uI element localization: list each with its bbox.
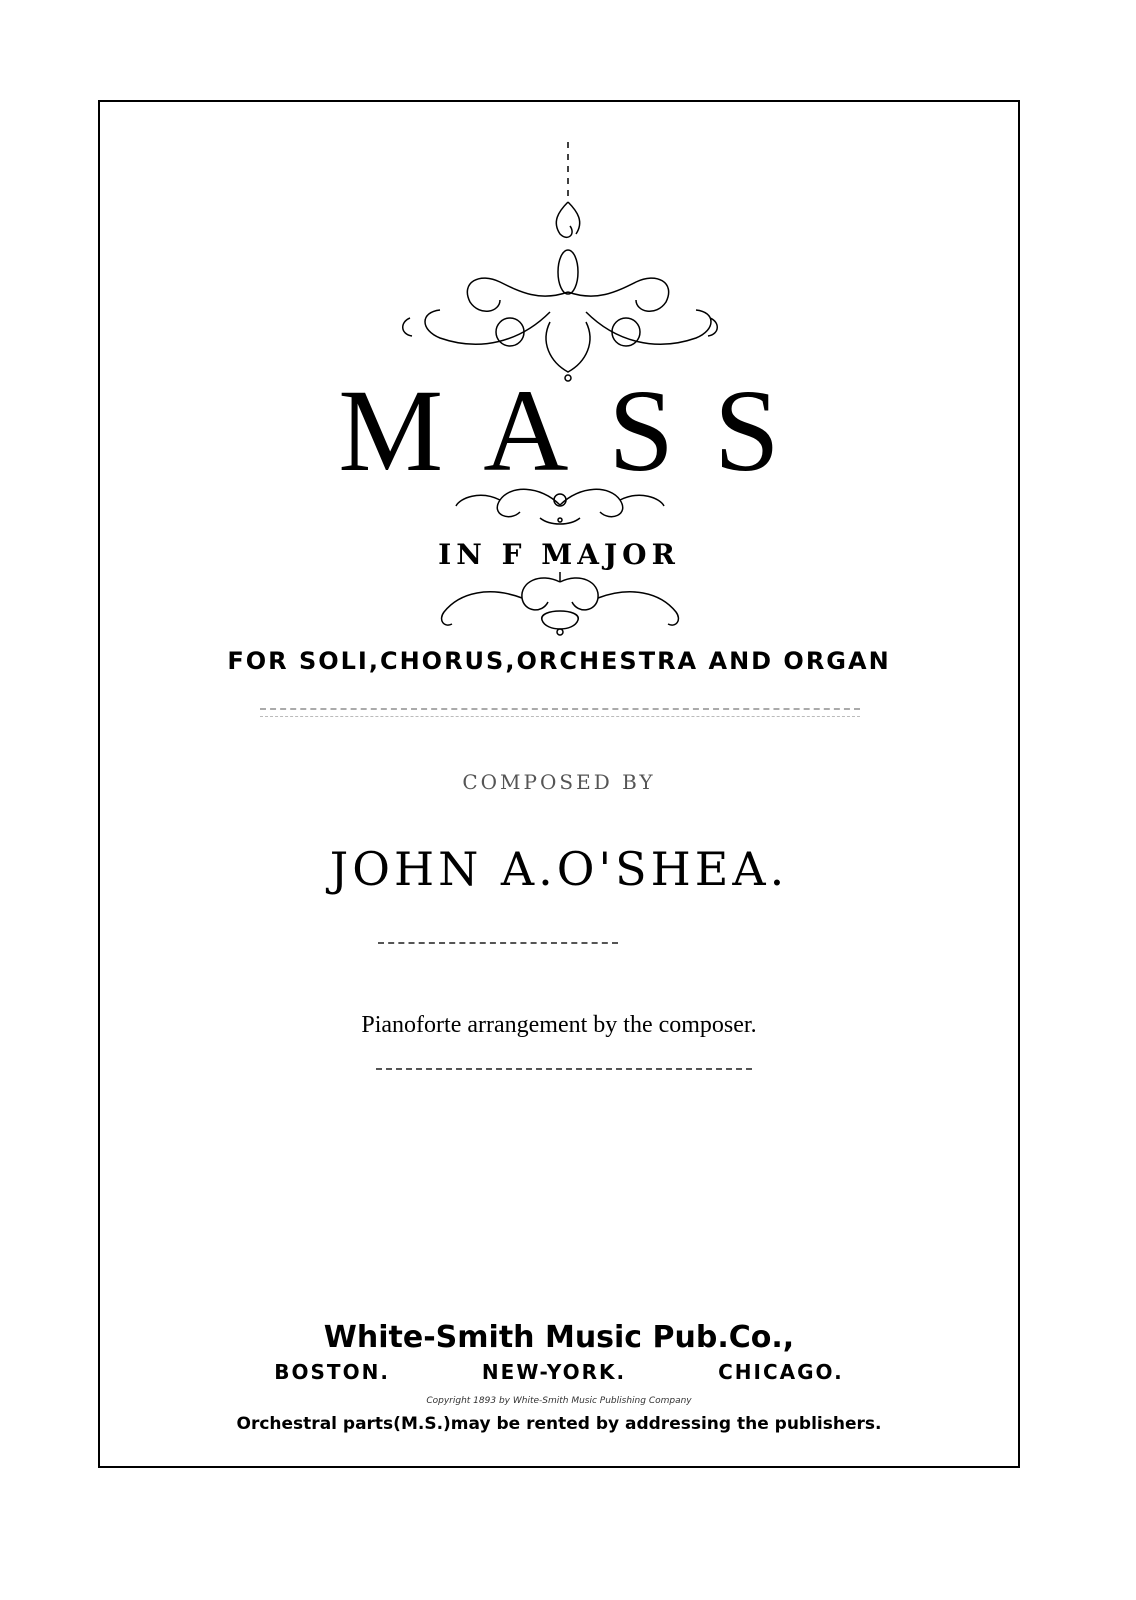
publisher-cities — [100, 1360, 1018, 1384]
city-new-york: NEW-YORK. — [481, 1360, 627, 1384]
scoring-line: FOR SOLI,CHORUS,ORCHESTRA AND ORGAN — [227, 647, 891, 675]
city-chicago: CHICAGO. — [718, 1360, 844, 1384]
title: MASS — [338, 365, 820, 496]
city-boston: BOSTON. — [274, 1360, 390, 1384]
lower-flourish-ornament — [430, 572, 690, 642]
publisher-name: White-Smith Music Pub.Co., — [323, 1320, 795, 1355]
middle-flourish-ornament — [450, 480, 670, 530]
composed-by-label: COMPOSED BY — [462, 770, 656, 794]
cover-frame — [98, 100, 1020, 1468]
top-flourish-ornament — [400, 142, 720, 382]
arrangement-note: Pianoforte arrangement by the composer. — [361, 1012, 757, 1038]
faint-divider — [260, 708, 860, 710]
key-subtitle: IN F MAJOR — [438, 538, 680, 571]
faint-divider — [260, 716, 860, 717]
orchestral-parts-notice: Orchestral parts(M.S.)may be rented by addressing the publishers. — [236, 1414, 882, 1434]
short-divider — [378, 942, 618, 944]
short-divider — [376, 1068, 752, 1070]
copyright-line: Copyright 1893 by White-Smith Music Publishing Company — [426, 1396, 692, 1406]
composer-name: JOHN A.O'SHEA. — [329, 842, 789, 896]
